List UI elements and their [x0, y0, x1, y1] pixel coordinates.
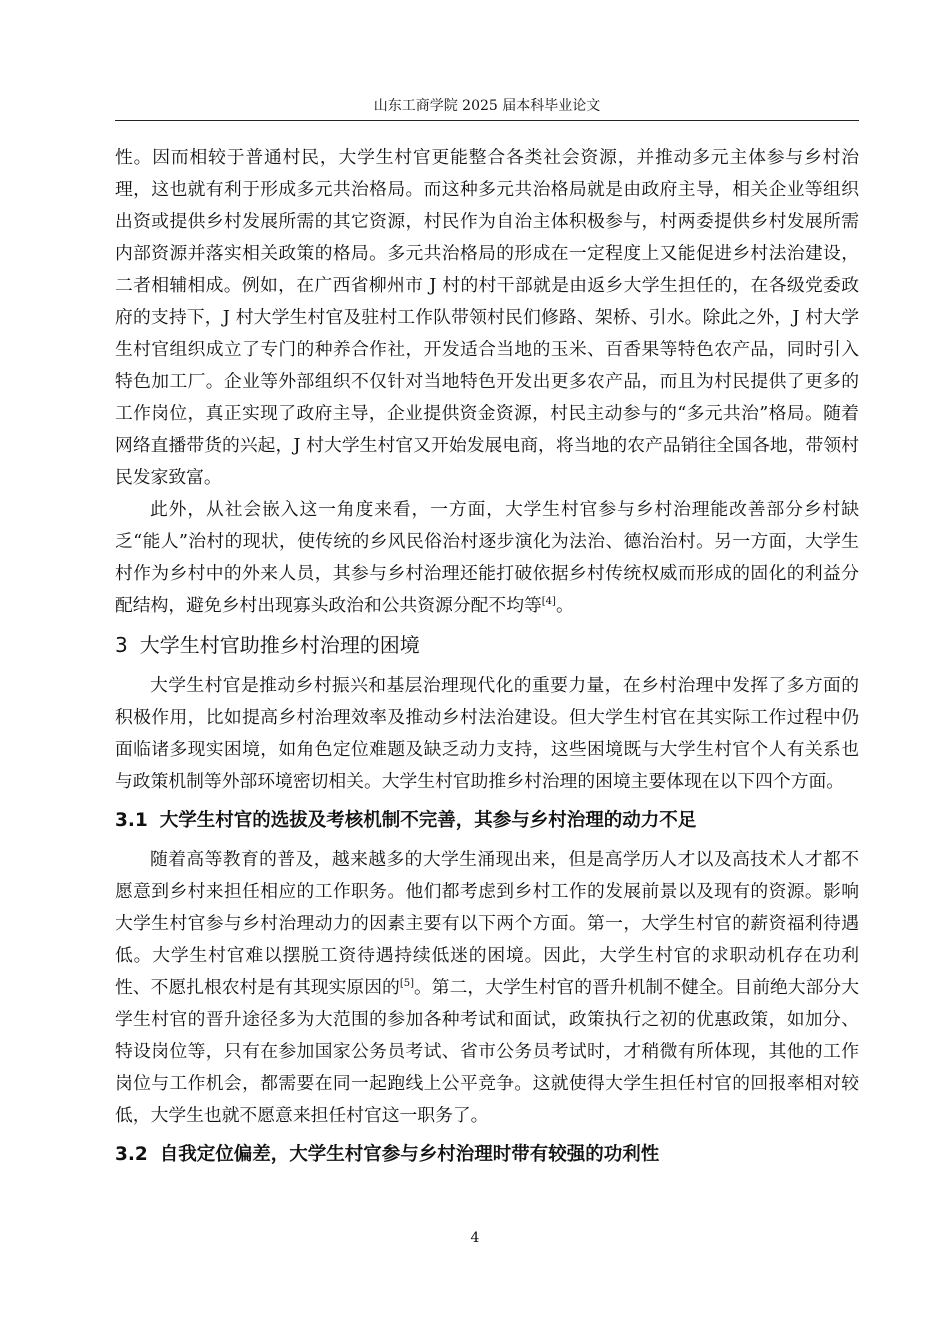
running-header: 山东工商学院 2025 届本科毕业论文 — [115, 96, 859, 121]
section-3-1-heading — [115, 804, 859, 838]
section-3-2-heading — [115, 1138, 859, 1172]
section-number: 3 — [115, 633, 128, 657]
paragraph-2 — [115, 494, 859, 622]
page-number: 4 — [470, 1230, 480, 1246]
page-body — [115, 142, 859, 1178]
section-number: 3.2 — [115, 1144, 148, 1165]
section-title: 大学生村官助推乡村治理的困境 — [139, 633, 420, 657]
paragraph-2-end: 。 — [555, 595, 574, 616]
paragraph-4-text-b: 。第二，大学生村官的晋升机制不健全。目前绝大部分大学生村官的晋升途径多为大范围的参加各种考试和面试，政策执行之初的优惠政策，如加分、特设岗位等，只有在参加国家公务员考试、省市公务员考试时，才稍微有所体现，其他的工作岗位与工作机会，都需要在同一起跑线上公平竞争。这就使得大学生担任村官的回报率相对较低，大学生也就不愿意来担任村官这一职务了。 — [115, 977, 859, 1126]
paragraph-3: 大学生村官是推动乡村振兴和基层治理现代化的重要力量，在乡村治理中发挥了多方面的积极作用，比如提高乡村治理效率及推动乡村法治建设。但大学生村官在其实际工作过程中仍面临诸多现实困境，如角色定位难题及缺乏动力支持，这些困境既与大学生村官个人有关系也与政策机制等外部环境密切相关。大学生村官助推乡村治理的困境主要体现在以下四个方面。 — [115, 675, 859, 792]
paragraph-2-text: 此外，从社会嵌入这一角度来看，一方面，大学生村官参与乡村治理能改善部分乡村缺乏“能人”治村的现状，使传统的乡风民俗治村逐步演化为法治、德治治村。另一方面，大学生村作为乡村中的外来人员，其参与乡村治理还能打破依据乡村传统权威而形成的固化的利益分配结构，避免乡村出现寡头政治和公共资源分配不均等 — [115, 499, 859, 616]
citation-ref: [4] — [541, 596, 556, 608]
section-number: 3.1 — [115, 810, 148, 831]
section-3-heading — [115, 628, 859, 662]
citation-ref: [5] — [399, 978, 414, 990]
section-title: 自我定位偏差，大学生村官参与乡村治理时带有较强的功利性 — [159, 1144, 660, 1165]
paragraph-4-text-a: 随着高等教育的普及，越来越多的大学生涌现出来，但是高学历人才以及高技术人才都不愿意到乡村来担任相应的工作职务。他们都考虑到乡村工作的发展前景以及现有的资源。影响大学生村官参与乡村治理动力的因素主要有以下两个方面。第一，大学生村官的薪资福利待遇低。大学生村官难以摆脱工资待遇持续低迷的困境。因此，大学生村官的求职动机存在功利性、不愿扎根农村是有其现实原因的 — [115, 849, 859, 998]
paragraph-1: 性。因而相较于普通村民，大学生村官更能整合各类社会资源，并推动多元主体参与乡村治理，这也就有利于形成多元共治格局。而这种多元共治格局就是由政府主导，相关企业等组织出资或提供乡村发展所需的其它资源，村民作为自治主体积极参与，村两委提供乡村发展所需内部资源并落实相关政策的格局。多元共治格局的形成在一定程度上又能促进乡村法治建设，二者相辅相成。例如，在广西省柳州市 J 村的村干部就是由返乡大学生担任的，在各级党委政府的支持下，J 村大学生村官及驻村工作队带领村民们修路、架桥、引水。除此之外，J 村大学生村官组织成立了专门的种养合作社，开发适合当地的玉米、百香果等特色农产品，同时引入特色加工厂。企业等外部组织不仅针对当地特色开发出更多农产品，而且为村民提供了更多的工作岗位，真正实现了政府主导，企业提供资金资源，村民主动参与的“多元共治”格局。随着网络直播带货的兴起，J 村大学生村官又开始发展电商，将当地的农产品销往全国各地，带领村民发家致富。 — [115, 147, 859, 488]
section-title: 大学生村官的选拔及考核机制不完善，其参与乡村治理的动力不足 — [159, 810, 697, 831]
paragraph-4 — [115, 844, 859, 1132]
